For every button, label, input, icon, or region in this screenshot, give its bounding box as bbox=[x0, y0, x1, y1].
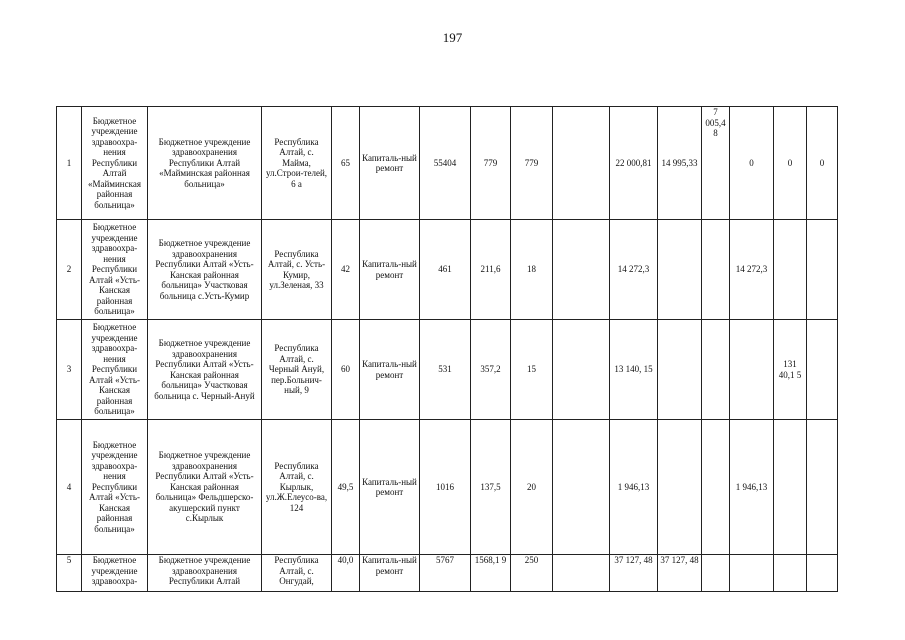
value-a-cell: 5767 bbox=[420, 555, 471, 592]
row-number: 5 bbox=[57, 555, 82, 592]
facility-cell: Бюджетное учреждение здравоохранения Республики Алтай «Усть-Канская районная больница» Фельдшерско-акушерский пункт с.Кырлык bbox=[148, 420, 262, 555]
address-cell: Республика Алтай, с. Майма, ул.Строи-телей, 6 а bbox=[262, 107, 332, 220]
value-b-cell: 779 bbox=[471, 107, 511, 220]
value-c-cell: 250 bbox=[511, 555, 553, 592]
value-c-cell: 20 bbox=[511, 420, 553, 555]
cost-year1-cell bbox=[658, 320, 702, 420]
total-cost-cell: 37 127, 48 bbox=[610, 555, 658, 592]
cost-year4-cell bbox=[774, 220, 807, 320]
row-number: 1 bbox=[57, 107, 82, 220]
institution-cell: Бюджетное учреждение здравоохра- bbox=[82, 555, 148, 592]
work-type-cell: Капиталь-ный ремонт bbox=[360, 107, 420, 220]
value-a-cell: 531 bbox=[420, 320, 471, 420]
value-b-cell: 1568,1 9 bbox=[471, 555, 511, 592]
cost-year1-cell: 14 995,33 bbox=[658, 107, 702, 220]
area-cell: 60 bbox=[332, 320, 360, 420]
cost-year1-cell bbox=[658, 220, 702, 320]
institution-cell: Бюджетное учреждение здравоохра-нения Республики Алтай «Усть-Канская районная больница» bbox=[82, 320, 148, 420]
total-cost-cell: 14 272,3 bbox=[610, 220, 658, 320]
value-b-cell: 211,6 bbox=[471, 220, 511, 320]
value-d-cell bbox=[553, 555, 610, 592]
value-a-cell: 461 bbox=[420, 220, 471, 320]
total-cost-cell: 13 140, 15 bbox=[610, 320, 658, 420]
table-row bbox=[57, 220, 838, 320]
value-a-cell: 55404 bbox=[420, 107, 471, 220]
cost-year4-cell bbox=[774, 420, 807, 555]
area-cell: 40,0 bbox=[332, 555, 360, 592]
cost-year5-cell bbox=[807, 555, 838, 592]
facility-cell: Бюджетное учреждение здравоохранения Республики Алтай «Усть-Канская районная больница» Участковая больница с. Черный-Ануй bbox=[148, 320, 262, 420]
cost-year5-cell: 0 bbox=[807, 107, 838, 220]
institution-cell: Бюджетное учреждение здравоохра-нения Республики Алтай «Усть-Канская районная больница» bbox=[82, 420, 148, 555]
facility-cell: Бюджетное учреждение здравоохранения Республики Алтай «Майминская районная больница» bbox=[148, 107, 262, 220]
total-cost-cell: 22 000,81 bbox=[610, 107, 658, 220]
value-d-cell bbox=[553, 220, 610, 320]
address-cell: Республика Алтай, с. Черный Ануй, пер.Больнич-ный, 9 bbox=[262, 320, 332, 420]
work-type-cell: Капиталь-ный ремонт bbox=[360, 220, 420, 320]
cost-year1-cell bbox=[658, 420, 702, 555]
cost-year2-cell bbox=[702, 555, 730, 592]
institution-cell: Бюджетное учреждение здравоохра-нения Республики Алтай «Усть-Канская районная больница» bbox=[82, 220, 148, 320]
cost-year2-cell: 7 005,4 8 bbox=[702, 107, 730, 220]
cost-year3-cell: 1 946,13 bbox=[730, 420, 774, 555]
value-c-cell: 18 bbox=[511, 220, 553, 320]
cost-year4-cell: 131 40,1 5 bbox=[774, 320, 807, 420]
cost-year4-cell bbox=[774, 555, 807, 592]
value-a-cell: 1016 bbox=[420, 420, 471, 555]
work-type-cell: Капиталь-ный ремонт bbox=[360, 320, 420, 420]
value-c-cell: 15 bbox=[511, 320, 553, 420]
total-cost-cell: 1 946,13 bbox=[610, 420, 658, 555]
work-type-cell: Капиталь-ный ремонт bbox=[360, 555, 420, 592]
data-table bbox=[56, 106, 838, 592]
facility-cell: Бюджетное учреждение здравоохранения Республики Алтай «Усть-Канская районная больница» Участковая больница с.Усть-Кумир bbox=[148, 220, 262, 320]
table-row bbox=[57, 555, 838, 592]
table-row bbox=[57, 107, 838, 220]
area-cell: 49,5 bbox=[332, 420, 360, 555]
cost-year1-cell: 37 127, 48 bbox=[658, 555, 702, 592]
row-number: 3 bbox=[57, 320, 82, 420]
cost-year5-cell bbox=[807, 220, 838, 320]
value-c-cell: 779 bbox=[511, 107, 553, 220]
institution-cell: Бюджетное учреждение здравоохра-нения Республики Алтай «Майминская районная больница» bbox=[82, 107, 148, 220]
cost-year5-cell bbox=[807, 420, 838, 555]
area-cell: 65 bbox=[332, 107, 360, 220]
cost-year3-cell bbox=[730, 320, 774, 420]
address-cell: Республика Алтай, с. Усть-Кумир, ул.Зеленая, 33 bbox=[262, 220, 332, 320]
work-type-cell: Капиталь-ный ремонт bbox=[360, 420, 420, 555]
area-cell: 42 bbox=[332, 220, 360, 320]
row-number: 4 bbox=[57, 420, 82, 555]
row-number: 2 bbox=[57, 220, 82, 320]
table-row bbox=[57, 320, 838, 420]
page-number: 197 bbox=[442, 30, 463, 45]
value-d-cell bbox=[553, 420, 610, 555]
cost-year3-cell: 14 272,3 bbox=[730, 220, 774, 320]
address-cell: Республика Алтай, с. Онгудай, bbox=[262, 555, 332, 592]
table-row bbox=[57, 420, 838, 555]
cost-year4-cell: 0 bbox=[774, 107, 807, 220]
value-b-cell: 357,2 bbox=[471, 320, 511, 420]
cost-year5-cell bbox=[807, 320, 838, 420]
cost-year2-cell bbox=[702, 220, 730, 320]
facility-cell: Бюджетное учреждение здравоохранения Республики Алтай bbox=[148, 555, 262, 592]
cost-year2-cell bbox=[702, 320, 730, 420]
value-d-cell bbox=[553, 107, 610, 220]
address-cell: Республика Алтай, с. Кырлык, ул.Ж.Елеусо-ва, 124 bbox=[262, 420, 332, 555]
cost-year3-cell: 0 bbox=[730, 107, 774, 220]
cost-year3-cell bbox=[730, 555, 774, 592]
value-b-cell: 137,5 bbox=[471, 420, 511, 555]
value-d-cell bbox=[553, 320, 610, 420]
cost-year2-cell bbox=[702, 420, 730, 555]
